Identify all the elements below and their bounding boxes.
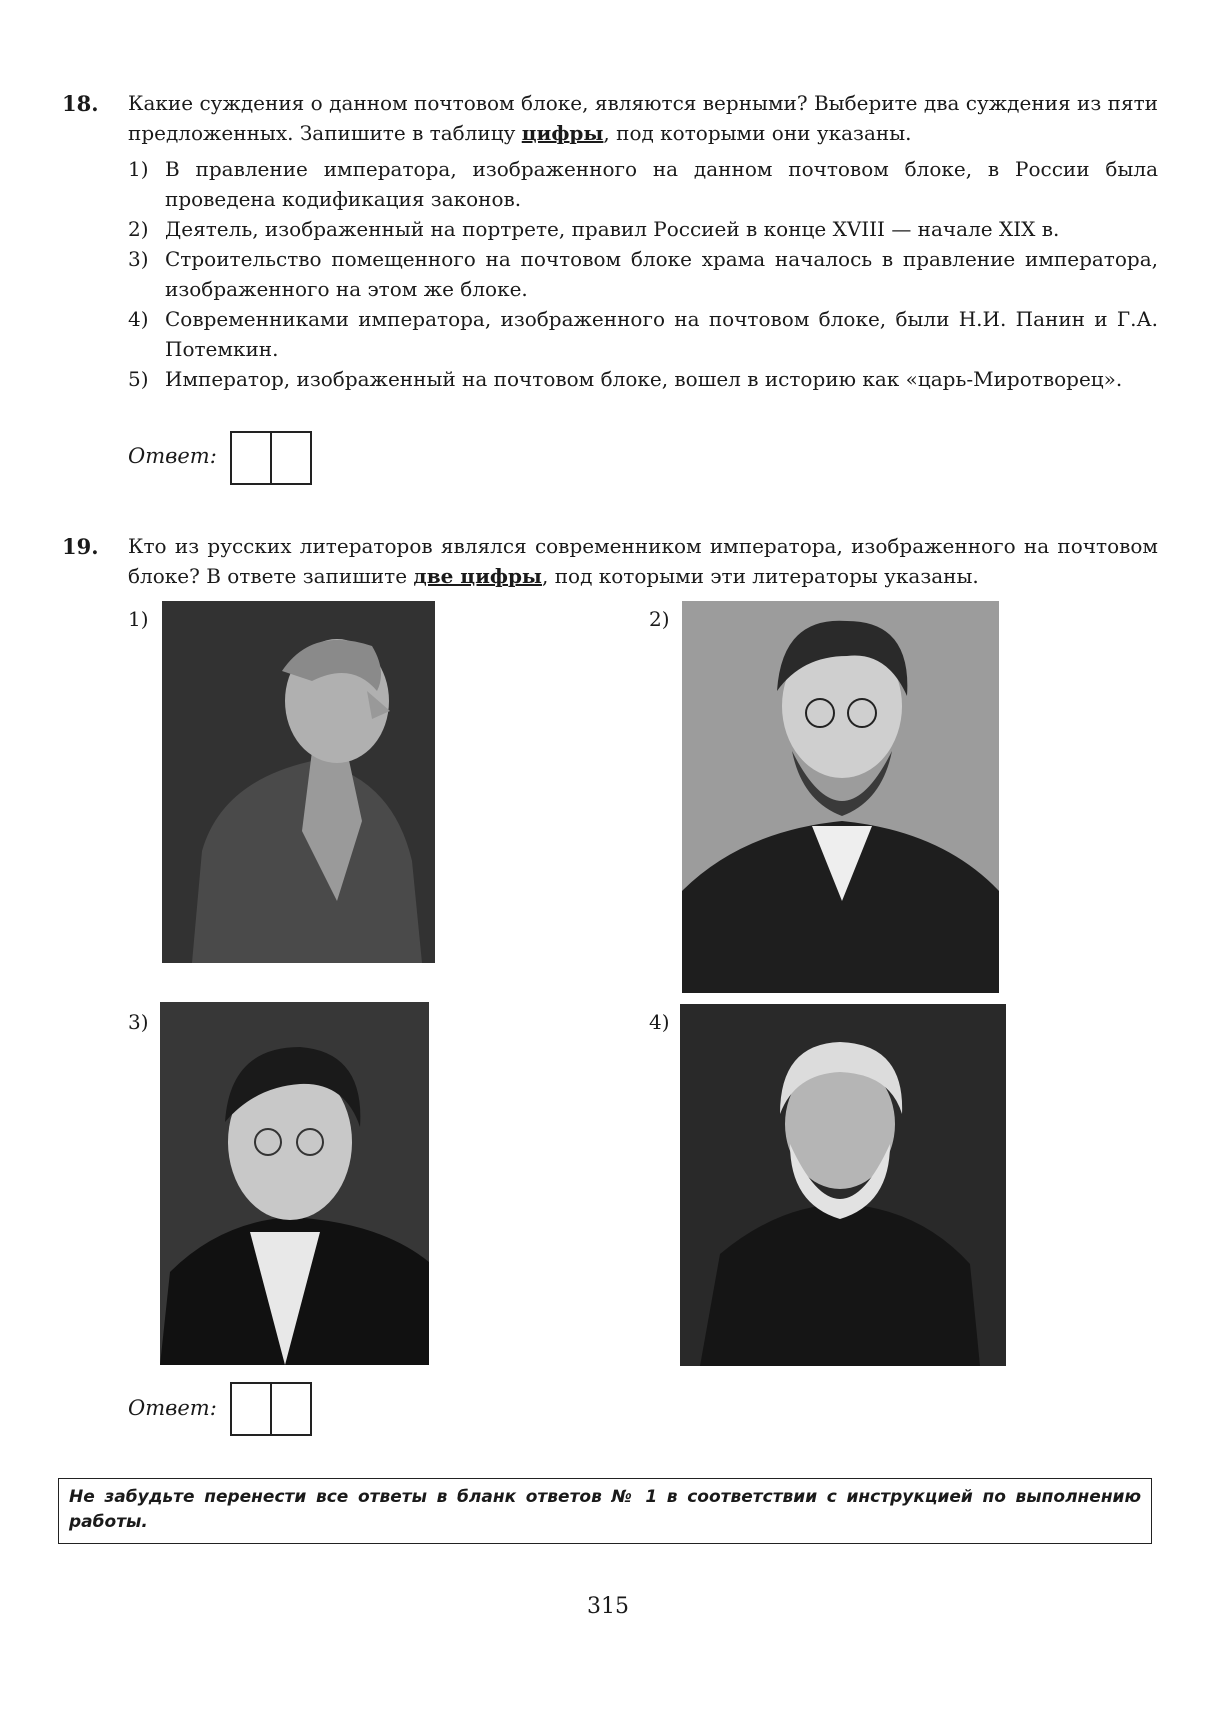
portrait-2-image	[682, 601, 999, 993]
option-number: 5)	[128, 367, 149, 391]
question-18-stem-emphasis: цифры	[521, 121, 604, 145]
portrait-4-image	[680, 1004, 1006, 1366]
portrait-2-label: 2)	[649, 607, 670, 631]
q18-answer-label: Ответ:	[128, 444, 217, 468]
question-19-stem	[128, 531, 1158, 591]
question-19-stem-a: Кто из русских литераторов являлся современником императора, изображенного на почтовом блоке? В ответе запишите	[128, 534, 1158, 588]
q18-option-5	[128, 364, 1158, 394]
portrait-1-image	[162, 601, 435, 963]
q19-answer-box[interactable]	[230, 1382, 312, 1436]
option-number: 3)	[128, 247, 149, 271]
portrait-4-label: 4)	[649, 1010, 670, 1034]
q19-answer-label: Ответ:	[128, 1396, 217, 1420]
question-18-number: 18.	[62, 91, 99, 116]
answer-cell-2[interactable]	[270, 1384, 310, 1434]
q18-option-1	[128, 154, 1158, 214]
q18-option-4	[128, 304, 1158, 364]
answer-cell-2[interactable]	[270, 433, 310, 483]
option-text: Император, изображенный на почтовом блоке, вошел в историю как «царь-Миротворец».	[165, 367, 1123, 391]
page-number: 315	[587, 1594, 629, 1619]
answer-cell-1[interactable]	[232, 1384, 270, 1434]
question-19-stem-emphasis: две цифры	[413, 564, 542, 588]
q18-option-3	[128, 244, 1158, 304]
option-text: Современниками императора, изображенного на почтовом блоке, были Н.И. Панин и Г.А. Потемкин.	[165, 307, 1158, 361]
question-18-stem	[128, 88, 1158, 148]
q18-answer-box[interactable]	[230, 431, 312, 485]
option-text: Строительство помещенного на почтовом блоке храма началось в правление императора, изображенного на этом же блоке.	[165, 247, 1158, 301]
option-number: 4)	[128, 307, 149, 331]
portrait-1-label: 1)	[128, 607, 149, 631]
question-19-number: 19.	[62, 534, 99, 559]
portrait-3-image	[160, 1002, 429, 1365]
q18-option-2	[128, 214, 1158, 244]
question-19-stem-b: , под которыми эти литераторы указаны.	[541, 564, 979, 588]
question-18-stem-b: , под которыми они указаны.	[603, 121, 912, 145]
answer-cell-1[interactable]	[232, 433, 270, 483]
option-text: Деятель, изображенный на портрете, правил Россией в конце XVIII — начале XIX в.	[165, 217, 1060, 241]
option-number: 1)	[128, 157, 149, 181]
instruction-notice: Не забудьте перенести все ответы в бланк ответов № 1 в соответствии с инструкцией по выполнению работы.	[58, 1478, 1152, 1544]
portrait-3-label: 3)	[128, 1010, 149, 1034]
question-18-stem-a: Какие суждения о данном почтовом блоке, являются верными? Выберите два суждения из пяти предложенных. Запишите в таблицу	[128, 91, 1158, 145]
option-text: В правление императора, изображенного на данном почтовом блоке, в России была проведена кодификация законов.	[165, 157, 1158, 211]
option-number: 2)	[128, 217, 149, 241]
